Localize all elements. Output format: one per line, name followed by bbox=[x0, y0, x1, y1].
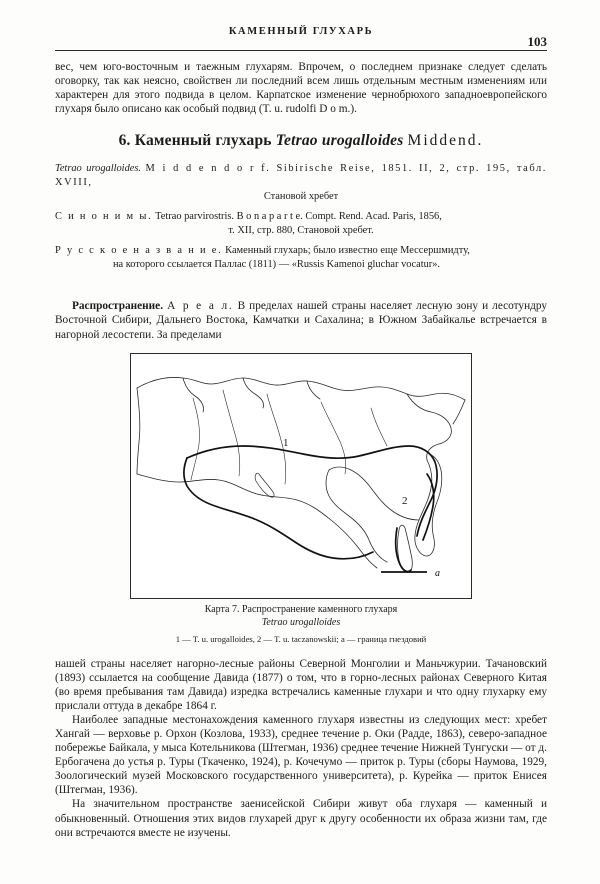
map-caption-latin: Tetrao urogalloides bbox=[261, 616, 341, 628]
page-content bbox=[55, 22, 547, 840]
map-frame bbox=[130, 353, 472, 599]
russian-name-label: Р у с с к о е н а з в а н и е. bbox=[55, 245, 223, 257]
reference-primary bbox=[55, 162, 547, 203]
areal-label: А р е а л. bbox=[167, 299, 234, 312]
paragraph-2: Наиболее западные местонахождения каменного глухаря известны из следующих мест: хребет Хангай — верховье р. Орхон (Козлова, 1933), среднее течение р. Оки (Радде, 1863), северо-западное побережье Байкала, у мыса Котельникова (Штегман, 1936) среднее течение Нижней Тунгуски — от д. Ербогачена до устья р. Туры (Ткаченко, 1924), р. Кочечумо — приток р. Туры (сборы Наумова, 1929, Зоологический музей Московского государственного университета), р. Курейка — приток Енисея (Штегман, 1936). bbox=[55, 713, 547, 797]
distribution-text: В пределах нашей страны населяет лесную зону и лесотундру Восточной Сибири, Дальнего Востока, Камчатки и Сахалина; в Южном Забайкалье встречается в нагорной лесостепи. За пределами bbox=[55, 299, 548, 341]
reference-synonyms bbox=[55, 210, 547, 237]
reference-taxon: Tetrao urogalloides. bbox=[55, 163, 142, 175]
paragraph-3: На значительном пространстве заенисейской Сибири живут оба глухаря — каменный и обыкновенный. Отношения этих видов глухарей друг к другу особенности их образа жизни там, где они встречаются вместе не изучены. bbox=[55, 798, 547, 839]
reference-russian-name bbox=[55, 244, 547, 271]
map-legend-text: 1 — T. u. urogalloides, 2 — T. u. taczanowskii; a — граница гнездовий bbox=[175, 633, 427, 644]
section-number: 6. bbox=[118, 132, 131, 150]
section-name-ru: Каменный глухарь bbox=[134, 132, 272, 150]
map-label-2: 2 bbox=[402, 495, 408, 508]
page-number: 103 bbox=[527, 34, 547, 49]
running-head bbox=[55, 22, 547, 48]
reference-continuation: Становой хребет bbox=[263, 190, 339, 202]
paragraph-continued-top: вес, чем юго-восточным и таежным глухарям. Впрочем, о последнем признаке следует сделать оговорку, так как неясно, свойствен ли последний всем лишь отдельным местным изменениям или характерен для этого подвида в целом. Карпатское изменение чернобрюхого западноевропейского глухаря было описано как особый подвид (T. u. rudolfi D o m.). bbox=[55, 61, 547, 116]
map-figure bbox=[130, 353, 472, 644]
running-head-title: КАМЕННЫЙ ГЛУХАРЬ bbox=[228, 26, 374, 37]
synonym-taxon: Tetrao parvirostris. bbox=[155, 211, 235, 223]
distribution-map-drawing bbox=[131, 354, 471, 598]
section-heading bbox=[55, 132, 547, 150]
russian-name-text: Каменный глухарь; было известно еще Мессершмидту, bbox=[225, 245, 470, 257]
paragraph-1: нашей страны населяет нагорно-лесные районы Северной Монголии и Маньчжурии. Тачановский (1893) ссылается на сообщение Давида (1877) о том, что в горно-лесных районах Северного Китая (во время пребывания там Давида) изредка встречались каменные глухари и что одну глухарку ему прислали оттуда в декабре 1864 г. bbox=[55, 657, 547, 712]
synonym-citation: B o n a p a r t e. Compt. Rend. Acad. Paris, 1856, bbox=[236, 211, 442, 223]
distribution-heading: Распространение. bbox=[72, 299, 164, 312]
russian-name-continuation: на которого ссылается Паллас (1811) — «Russis Kamenoi gluchar vocatur». bbox=[113, 258, 441, 270]
synonym-continuation: т. XII, стр. 880, Становой хребет. bbox=[228, 224, 374, 236]
synonyms-label: С и н о н и м ы. bbox=[55, 211, 153, 223]
distribution-paragraph bbox=[55, 299, 547, 342]
header-rule bbox=[55, 50, 547, 51]
section-name-latin: Tetrao urogalloides bbox=[275, 132, 404, 150]
section-author: Middend. bbox=[407, 132, 484, 150]
map-caption bbox=[130, 604, 472, 629]
svg-text:a: a bbox=[435, 568, 440, 580]
map-label-1: 1 bbox=[283, 437, 289, 450]
reference-citation: M i d d e n d o r f. Sibirische Reise, 1851. II, 2, стр. 195, табл. XVIII, bbox=[55, 163, 547, 188]
map-caption-lead: Карта 7. Распространение каменного глухаря bbox=[204, 604, 398, 616]
